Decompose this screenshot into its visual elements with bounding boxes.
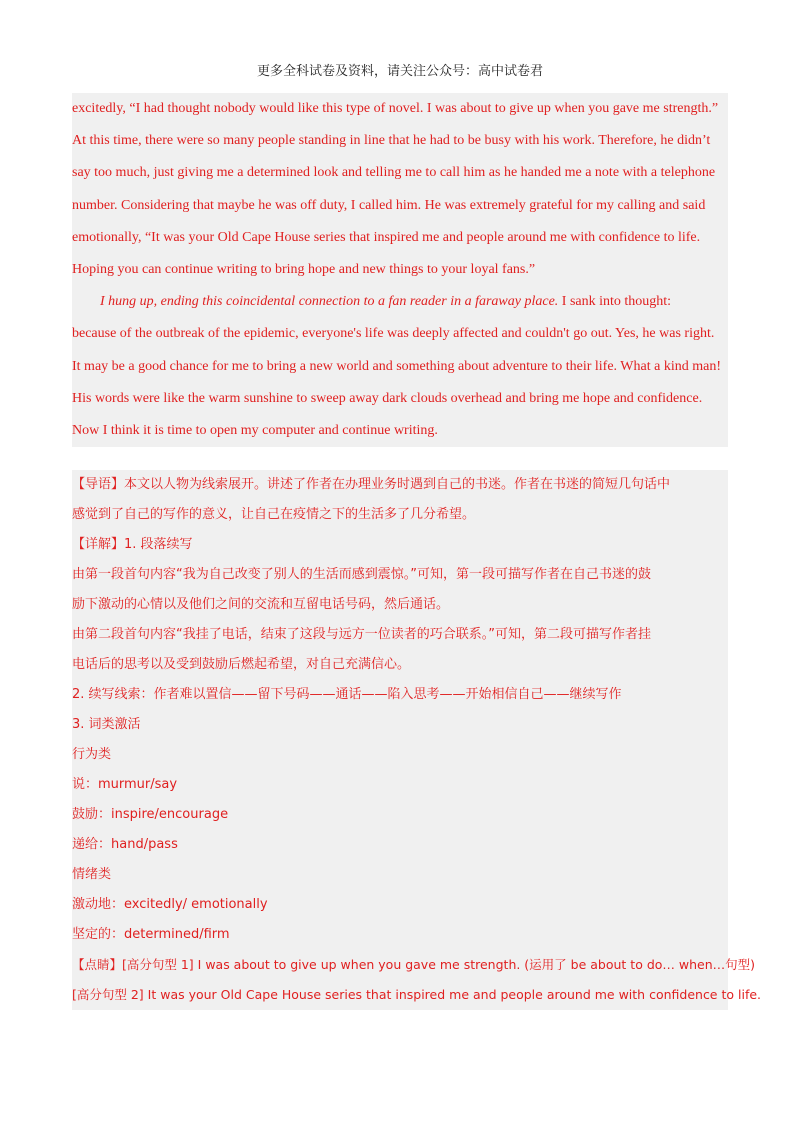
paragraph-two-continuation: I sank into thought: [558, 294, 672, 310]
story-line: Hoping you can continue writing to bring hope and new things to your loyal fans.” [72, 254, 728, 286]
analysis-line: 电话后的思考以及受到鼓励后燃起希望，对自己充满信心。 [72, 650, 728, 680]
analysis-line: 3. 词类激活 [72, 710, 728, 740]
analysis-line: [高分句型 2] It was your Old Cape House series that inspired me and people around me with confidence to life. [72, 980, 728, 1010]
paragraph-two-first-sentence: I hung up, ending this coincidental connection to a fan reader in a faraway place. [100, 294, 559, 310]
analysis-line: 递给：hand/pass [72, 830, 728, 860]
analysis-line: 鼓励：inspire/encourage [72, 800, 728, 830]
analysis-line: 【点睛】[高分句型 1] I was about to give up when you gave me strength. (运用了 be about to do… when…句型) [72, 950, 728, 980]
analysis-line: 情绪类 [72, 860, 728, 890]
analysis-section [72, 470, 762, 1010]
analysis-line: 感觉到了自己的写作的意义，让自己在疫情之下的生活多了几分希望。 [72, 500, 728, 530]
story-line: emotionally, “It was your Old Cape House series that inspired me and people around me with confidence to life. [72, 222, 728, 254]
analysis-line: 行为类 [72, 740, 728, 770]
analysis-line: 由第二段首句内容“我挂了电话，结束了这段与远方一位读者的巧合联系。”可知，第二段可描写作者挂 [72, 620, 728, 650]
analysis-line: 激动地：excitedly/ emotionally [72, 890, 728, 920]
page-header: 更多全科试卷及资料，请关注公众号：高中试卷君 [256, 64, 543, 79]
analysis-line: 说：murmur/say [72, 770, 728, 800]
analysis-line: 【导语】本文以人物为线索展开。讲述了作者在办理业务时遇到自己的书迷。作者在书迷的简短几句话中 [72, 470, 728, 500]
analysis-line: 坚定的：determined/firm [72, 920, 728, 950]
story-line: because of the outbreak of the epidemic, everyone's life was deeply affected and couldn't go out. Yes, he was right. [72, 318, 728, 350]
analysis-line: 2. 续写线索：作者难以置信——留下号码——通话——陷入思考——开始相信自己——继续写作 [72, 680, 728, 710]
story-line: Now I think it is time to open my computer and continue writing. [72, 415, 728, 447]
story-line: His words were like the warm sunshine to sweep away dark clouds overhead and bring me hope and confidence. [72, 383, 728, 415]
story-text [72, 93, 728, 447]
analysis-line: 【详解】1. 段落续写 [72, 530, 728, 560]
story-line: say too much, just giving me a determined look and telling me to call him as he handed me a note with a telephone [72, 157, 728, 189]
analysis-line: 励下激动的心情以及他们之间的交流和互留电话号码，然后通话。 [72, 590, 728, 620]
story-line: excitedly, “I had thought nobody would like this type of novel. I was about to give up when you gave me strength.” [72, 93, 728, 125]
story-line: At this time, there were so many people standing in line that he had to be busy with his work. Therefore, he didn’t [72, 125, 728, 157]
story-line: number. Considering that maybe he was off duty, I called him. He was extremely grateful for my calling and said [72, 190, 728, 222]
story-line: It may be a good chance for me to bring a new world and something about adventure to their life. What a kind man! [72, 351, 728, 383]
analysis-line: 由第一段首句内容“我为自己改变了别人的生活而感到震惊。”可知，第一段可描写作者在自己书迷的鼓 [72, 560, 728, 590]
paragraph-two-opening [72, 286, 728, 318]
